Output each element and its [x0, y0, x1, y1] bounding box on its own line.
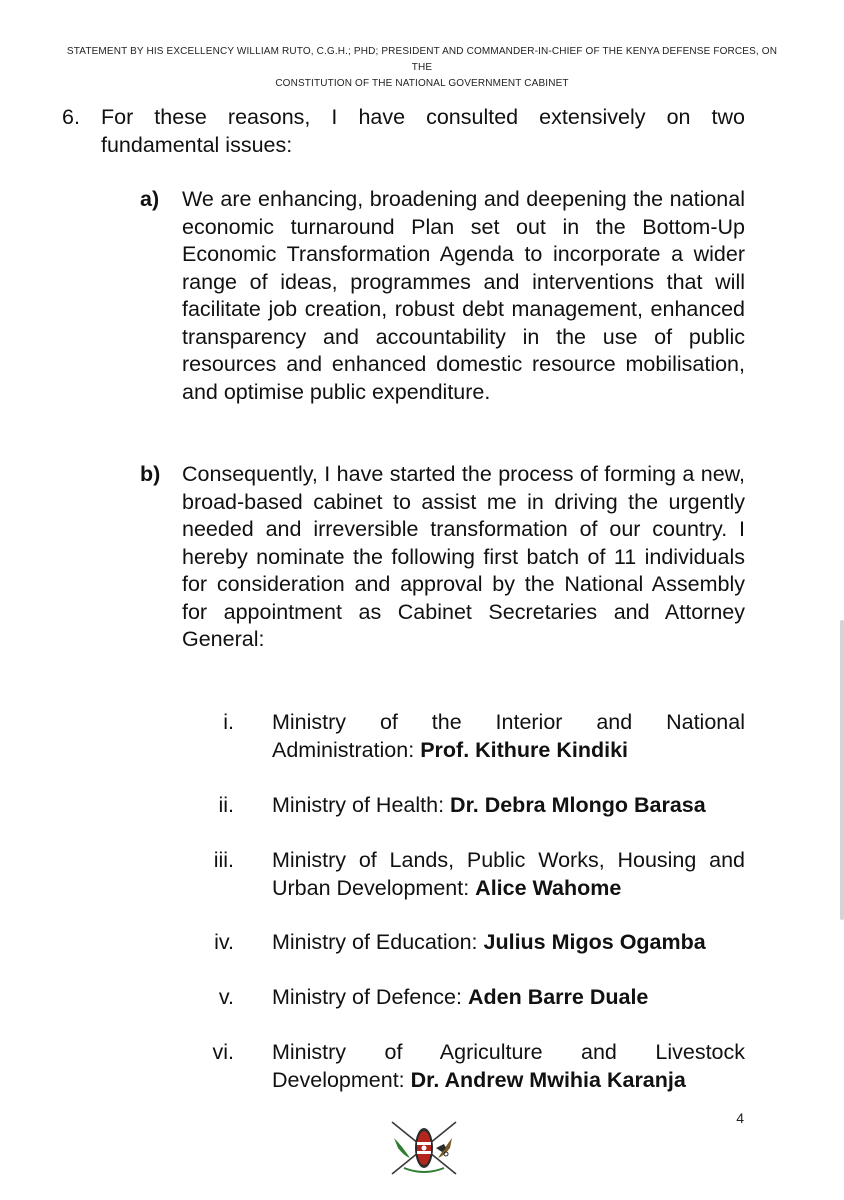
roman-numeral: vi.: [212, 1040, 234, 1064]
nominee-name: Dr. Debra Mlongo Barasa: [450, 793, 706, 817]
roman-numeral: iv.: [214, 930, 234, 954]
nominee-item: [200, 792, 745, 820]
nominee-name: Prof. Kithure Kindiki: [420, 737, 629, 762]
ministry-name: Ministry of Lands, Public Works, Housing and Urban Development:: [272, 848, 745, 900]
nominee-item: [200, 929, 745, 957]
header-line-2: CONSTITUTION OF THE NATIONAL GOVERNMENT CABINET: [275, 78, 569, 89]
ministry-name: Ministry of Education:: [272, 930, 478, 954]
nominee-name: Alice Wahome: [475, 875, 622, 900]
nominee-item: [200, 1039, 745, 1094]
roman-numeral: ii.: [218, 793, 234, 817]
header-line-1: STATEMENT BY HIS EXCELLENCY WILLIAM RUTO, C.G.H.; PHD; PRESIDENT AND COMMANDER-IN-CHIEF OF THE KENYA DEFENSE FORCES, ON THE: [66, 46, 778, 73]
document-header: [60, 44, 784, 92]
nominee-item: [200, 847, 745, 902]
ministry-name: Ministry of the Interior and National Administration:: [272, 710, 745, 762]
sub-item-text: We are enhancing, broadening and deepening the national economic turnaround Plan set out in the Bottom-Up Economic Transformation Agenda to incorporate a wider range of ideas, programmes and interventions that will facilitate job creation, robust debt management, enhanced transparency and accountability in the use of public resources and enhanced domestic resource mobilisation, and optimise public expenditure.: [182, 187, 745, 404]
ministry-name: Ministry of Defence:: [272, 985, 462, 1009]
nominee-item: [200, 984, 745, 1012]
sub-item-label: a): [140, 187, 160, 211]
roman-numeral: v.: [218, 985, 234, 1009]
kenya-coat-of-arms-icon: [386, 1118, 462, 1178]
sub-item-b: [140, 461, 745, 654]
scrollbar[interactable]: [840, 620, 844, 920]
paragraph-6: [62, 104, 745, 159]
roman-numeral: i.: [223, 710, 234, 734]
page-number: 4: [736, 1110, 744, 1126]
paragraph-text: For these reasons, I have consulted extensively on two fundamental issues:: [101, 105, 745, 157]
roman-numeral: iii.: [213, 848, 234, 872]
paragraph-number: 6.: [62, 105, 80, 129]
ministry-name: Ministry of Agriculture and Livestock Development:: [272, 1040, 745, 1092]
nominee-name: Julius Migos Ogamba: [483, 930, 706, 954]
nominee-item: [200, 709, 745, 764]
ministry-name: Ministry of Health:: [272, 793, 445, 817]
sub-item-a: [140, 186, 745, 406]
sub-item-text: Consequently, I have started the process of forming a new, broad-based cabinet to assist me in driving the urgently needed and irreversible transformation of our country. I hereby nominate the following first batch of 11 individuals for consideration and approval by the National Assembly for appointment as Cabinet Secretaries and Attorney General:: [182, 462, 745, 651]
nominee-name: Aden Barre Duale: [467, 985, 649, 1009]
sub-item-label: b): [140, 462, 161, 486]
nominee-name: Dr. Andrew Mwihia Karanja: [410, 1067, 686, 1092]
